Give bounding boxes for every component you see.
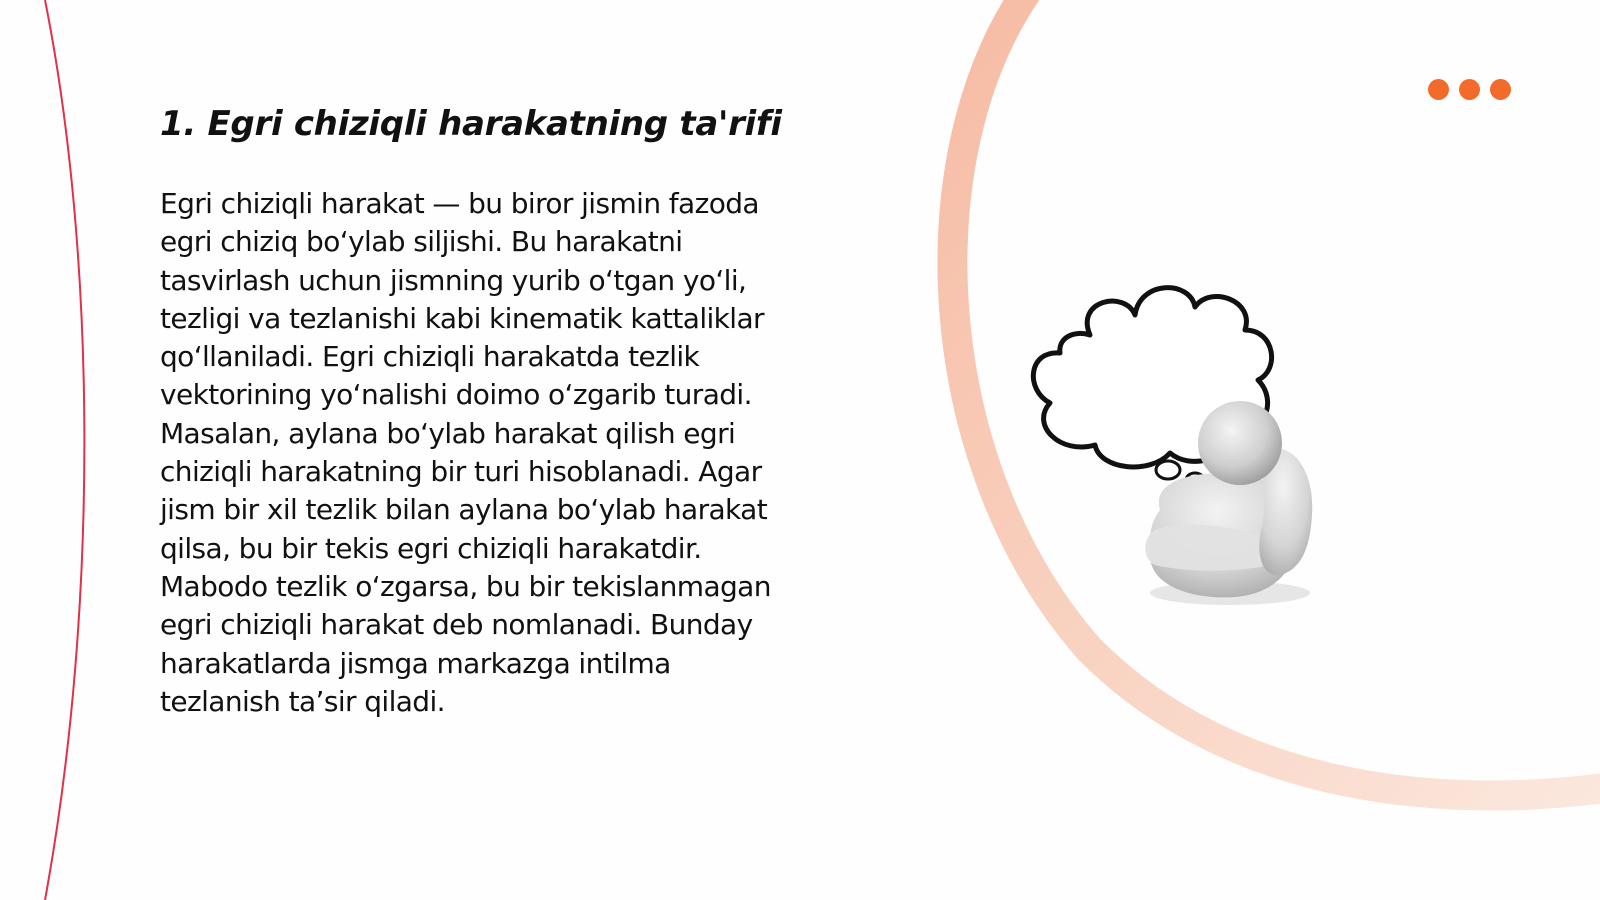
dot-2 <box>1459 79 1480 100</box>
body-line: tezlanish ta’sir qiladi. <box>160 684 445 718</box>
body-line: jism bir xil tezlik bilan aylana bo‘ylab harakat <box>160 493 768 527</box>
body-line: chiziqli harakatning bir turi hisoblanadi. Agar <box>160 455 762 489</box>
slide-body-text <box>160 185 880 721</box>
dot-1 <box>1428 79 1449 100</box>
body-line: egri chiziqli harakat deb nomlanadi. Bunday <box>160 608 753 642</box>
more-dots-icon <box>1428 79 1511 100</box>
body-line: tasvirlash uchun jismning yurib o‘tgan yo‘li, <box>160 263 747 297</box>
thinking-person-icon <box>1030 275 1350 615</box>
body-line: vektorining yo‘nalishi doimo o‘zgarib turadi. <box>160 378 752 412</box>
body-line: Masalan, aylana bo‘ylab harakat qilish egri <box>160 416 736 450</box>
dot-3 <box>1490 79 1511 100</box>
body-line: harakatlarda jismga markazga intilma <box>160 646 671 680</box>
body-line: qo‘llaniladi. Egri chiziqli harakatda tezlik <box>160 340 700 374</box>
body-line: qilsa, bu bir tekis egri chiziqli harakatdir. <box>160 531 702 565</box>
body-line: Egri chiziqli harakat — bu biror jismin fazoda <box>160 187 759 220</box>
left-curve-line <box>45 0 84 900</box>
body-line: tezligi va tezlanishi kabi kinematik kattaliklar <box>160 301 764 335</box>
body-line: egri chiziq bo‘ylab siljishi. Bu harakatni <box>160 225 683 259</box>
slide-title: 1. Egri chiziqli harakatning ta'rifi <box>160 104 782 144</box>
body-line: Mabodo tezlik o‘zgarsa, bu bir tekislanmagan <box>160 569 771 603</box>
